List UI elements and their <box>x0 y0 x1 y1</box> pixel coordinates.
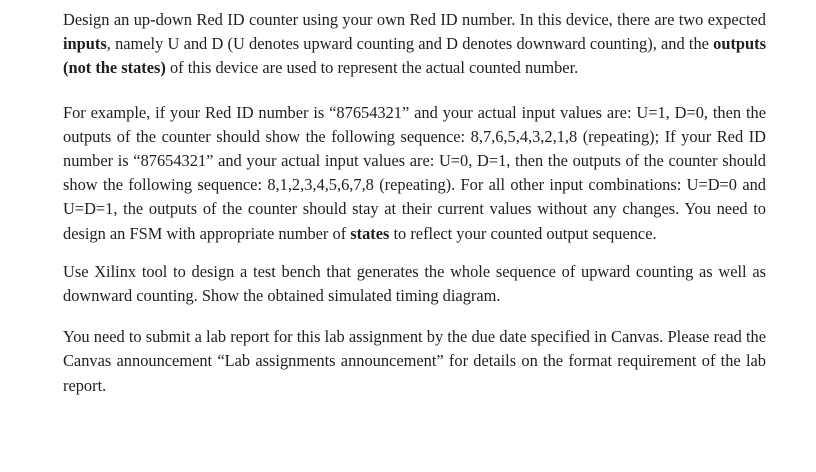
paragraph-text: Use Xilinx tool to design a test bench that generates the whole sequence of upward counting as well as downward counting. Show the obtained simulated timing diagram. <box>63 261 766 306</box>
paragraph-submission <box>63 325 766 398</box>
document-body <box>63 8 766 398</box>
bold-term-outputs: outputs (not the states) <box>63 34 766 78</box>
bold-term-inputs: inputs <box>63 34 107 54</box>
paragraph-text: You need to submit a lab report for this lab assignment by the due date specified in Canvas. Please read the Canvas announcement “Lab assignments announcement” for details on the format requirement of the lab report. <box>63 327 766 395</box>
paragraph-text: For example, if your Red ID number is “87654321” and your actual input values are: U=1, D=0, then the outputs of the counter should show the following sequence: 8,7,6,5,4,3,2,1,8 (repeating); If your Red ID number is “87654321” and your actual input values are: U=0, D=1, then the outputs of the counter should show the following sequence: 8,1,2,3,4,5,6,7,8 (repeating). For all other input combinations: U=D=0 and U=D=1, the outputs of the counter should stay at their current values without any changes. You need to design an FSM with appropriate number of <box>63 102 766 243</box>
paragraph-design-description <box>63 8 766 81</box>
paragraph-example <box>63 101 766 246</box>
paragraph-text: to reflect your counted output sequence. <box>389 223 657 243</box>
paragraph-text: Design an up-down Red ID counter using your own Red ID number. In this device, there are two expected <box>63 10 766 29</box>
paragraph-text: , namely U and D (U denotes upward counting and D denotes downward counting), and the <box>106 34 714 54</box>
paragraph-test-bench <box>63 260 766 308</box>
bold-term-states: states <box>350 223 390 243</box>
paragraph-text: of this device are used to represent the actual counted number. <box>165 58 579 78</box>
